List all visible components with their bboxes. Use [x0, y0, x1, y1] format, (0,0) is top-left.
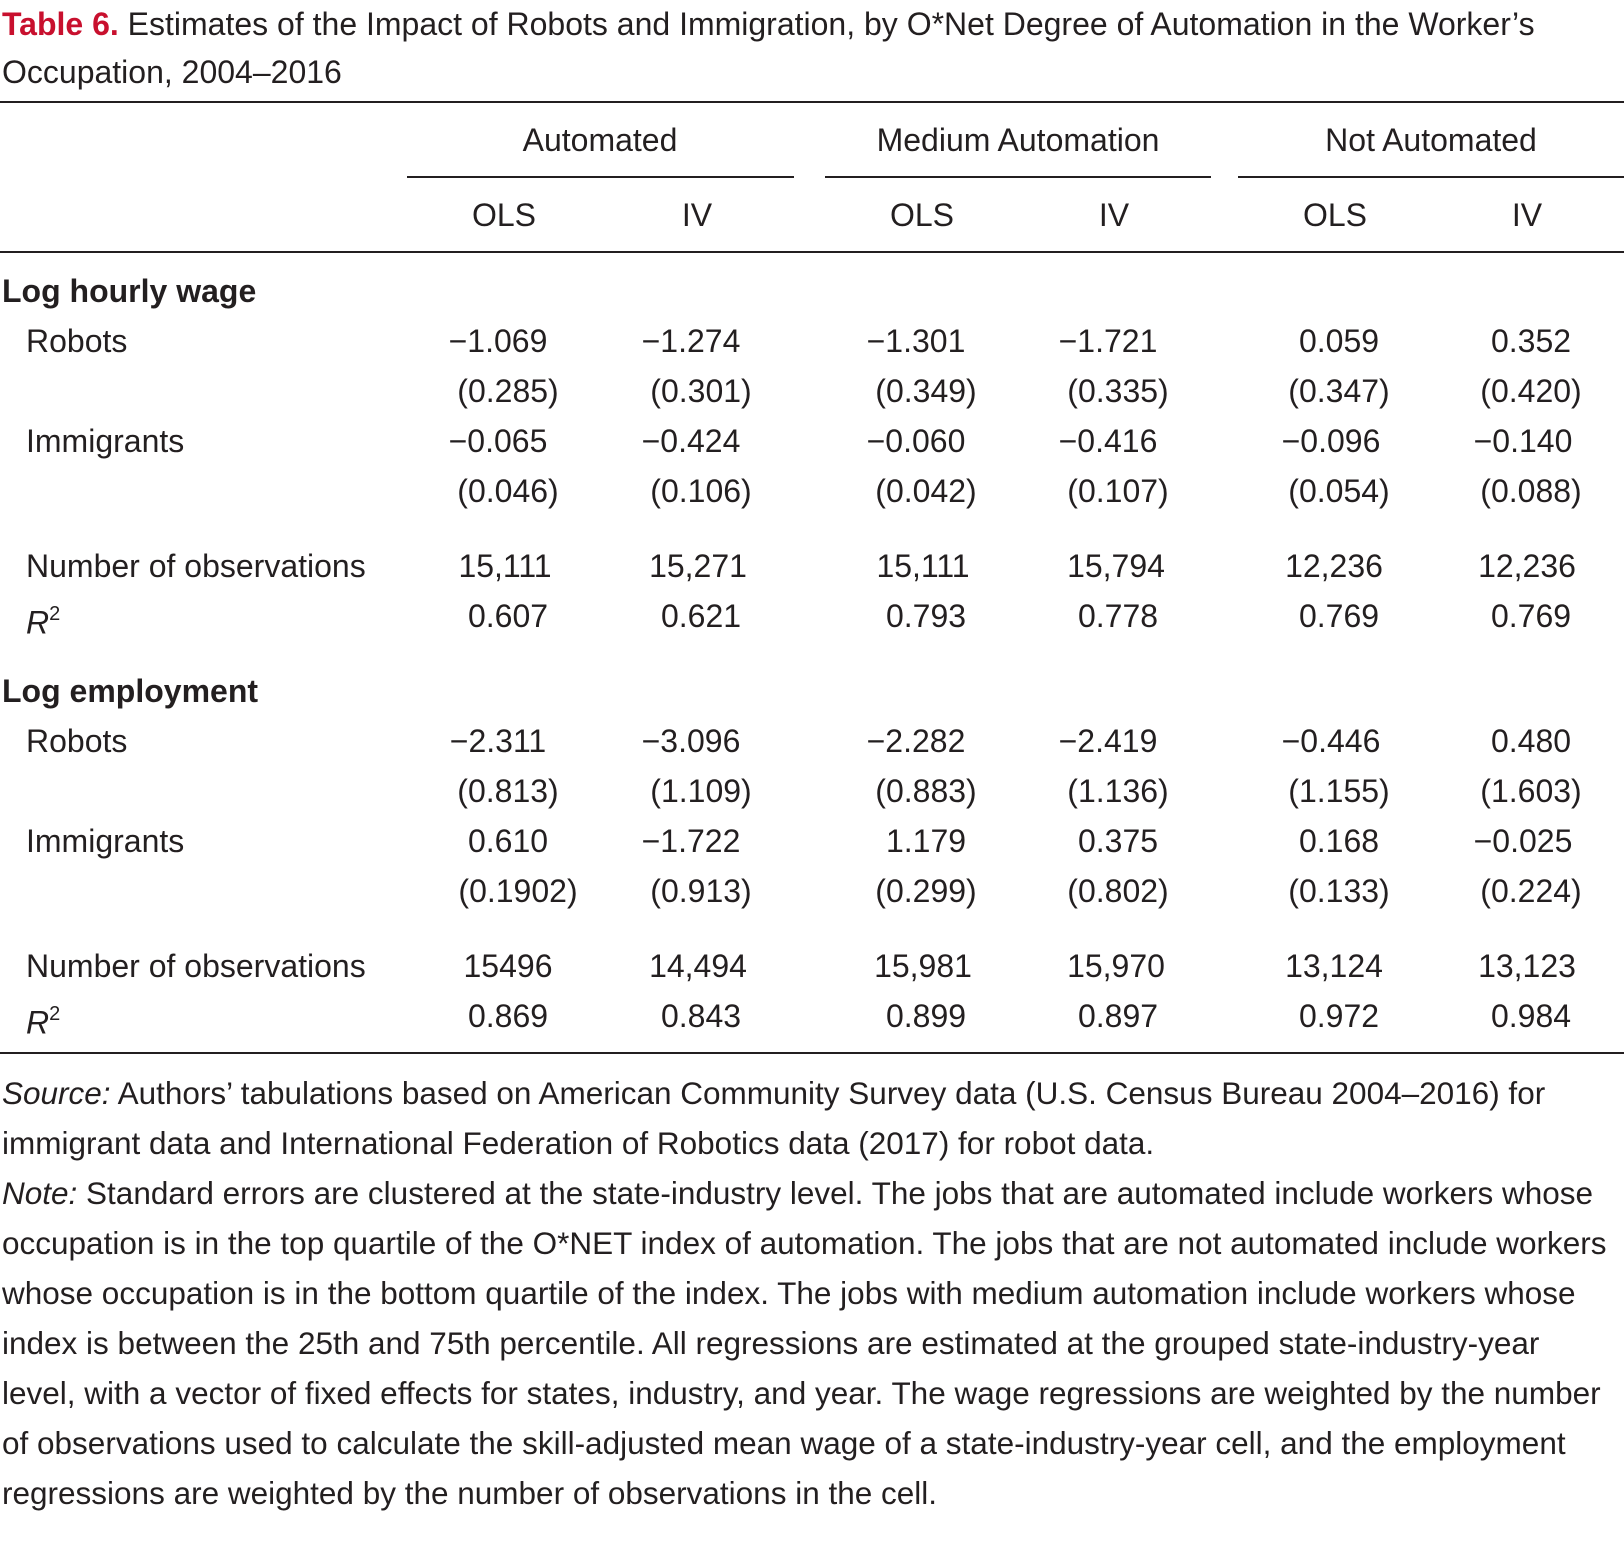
column-header: IV	[681, 197, 713, 233]
table-cell: 0.621	[660, 598, 742, 634]
table-cell: −0.424	[641, 423, 741, 459]
table-cell-se: (0.106)	[650, 473, 752, 509]
table-cell: 15,970	[1067, 948, 1165, 984]
table-cell: 0.607	[467, 598, 549, 634]
table-cell: 15,111	[876, 548, 970, 584]
table-cell: −0.060	[866, 423, 966, 459]
table-cell-se: (0.285)	[457, 373, 559, 409]
column-header: OLS	[1302, 197, 1368, 233]
table-cell: 0.972	[1298, 998, 1380, 1034]
group-header-automated: Automated	[522, 122, 678, 158]
table-cell-se: (0.133)	[1288, 873, 1390, 909]
table-cell-se: (0.299)	[875, 873, 977, 909]
table-cell-se: (0.420)	[1480, 373, 1582, 409]
table-cell-se: (0.088)	[1480, 473, 1582, 509]
table-cell: 0.843	[660, 998, 742, 1034]
table-cell: −1.722	[641, 823, 741, 859]
table-cell: 15,271	[649, 548, 747, 584]
table-cell: 0.610	[467, 823, 549, 859]
table-cell: −0.446	[1281, 723, 1381, 759]
source-text: Authors’ tabulations based on American Community Survey data (U.S. Census Bureau 2004–2016) for immigrant data and International Federation of Robotics data (2017) for robot data.	[2, 1075, 1546, 1161]
column-header: IV	[1098, 197, 1130, 233]
table-cell: 0.778	[1077, 598, 1159, 634]
table-cell-se: (0.1902)	[458, 873, 578, 909]
table-cell: 0.352	[1490, 323, 1572, 359]
note-text: Standard errors are clustered at the state-industry level. The jobs that are automated include workers whose occupation is in the top quartile of the O*NET index of automation. The jobs that are not automated include workers whose occupation is in the bottom quartile of the index. The jobs with medium automation include workers whose index is between the 25th and 75th percentile. All regressions are estimated at the grouped state-industry-year level, with a vector of fixed effects for states, industry, and year. The wage regressions are weighted by the number of observations used to calculate the skill-adjusted mean wage of a state-industry-year cell, and the employment regressions are weighted by the number of observations in the cell.	[2, 1175, 1607, 1511]
table-cell: 0.375	[1077, 823, 1159, 859]
table-cell: −0.140	[1473, 423, 1573, 459]
table-cell-se: (1.603)	[1480, 773, 1582, 809]
table-cell: −0.065	[448, 423, 548, 459]
table-cell-se: (1.136)	[1067, 773, 1169, 809]
table-cell: 0.899	[885, 998, 967, 1034]
header-rule	[0, 251, 1624, 253]
table-cell-se: (0.224)	[1480, 873, 1582, 909]
table-cell: 0.168	[1298, 823, 1380, 859]
section-heading-employment: Log employment	[2, 673, 259, 709]
table-cell-se: (0.046)	[457, 473, 559, 509]
table-notes	[2, 1068, 1612, 1518]
table-cell-se: (0.042)	[875, 473, 977, 509]
table-cell: −0.025	[1473, 823, 1573, 859]
table-cell-se: (1.109)	[650, 773, 752, 809]
table-cell: 14,494	[649, 948, 747, 984]
r-squared-exponent: 2	[49, 1003, 61, 1025]
table-cell: −0.096	[1281, 423, 1381, 459]
standard-error-note	[2, 1168, 1612, 1518]
table-cell-se: (0.883)	[875, 773, 977, 809]
column-header: IV	[1511, 197, 1543, 233]
r-squared-symbol: R	[26, 604, 50, 641]
bottom-rule	[0, 1052, 1624, 1054]
source-label: Source:	[2, 1075, 111, 1111]
column-header: OLS	[471, 197, 537, 233]
table-cell: −1.274	[641, 323, 741, 359]
table-cell: 0.480	[1490, 723, 1572, 759]
table-cell: 13,124	[1285, 948, 1383, 984]
r-squared-exponent: 2	[49, 603, 61, 625]
group-underline-not-automated	[1238, 176, 1624, 178]
table-cell-se: (0.349)	[875, 373, 977, 409]
table-cell-se: (0.347)	[1288, 373, 1390, 409]
table-cell: 15,111	[458, 548, 552, 584]
group-underline-automated	[407, 176, 794, 178]
table-cell: −2.311	[449, 723, 547, 759]
table-cell: 0.769	[1298, 598, 1380, 634]
table-cell: −2.419	[1058, 723, 1158, 759]
table-cell: −1.069	[448, 323, 548, 359]
table-cell: 13,123	[1478, 948, 1576, 984]
table-cell: 15,794	[1067, 548, 1165, 584]
table-cell-se: (0.813)	[457, 773, 559, 809]
group-header-not-automated: Not Automated	[1325, 122, 1537, 158]
table-cell: 0.869	[467, 998, 549, 1034]
table-cell: 0.984	[1490, 998, 1572, 1034]
table-cell: 12,236	[1478, 548, 1576, 584]
table-cell: 12,236	[1285, 548, 1383, 584]
table-cell: −3.096	[641, 723, 741, 759]
row-label-immigrants: Immigrants	[26, 423, 185, 459]
row-label-r-squared	[26, 996, 60, 1043]
row-label-observations: Number of observations	[26, 548, 366, 584]
table-cell: −0.416	[1058, 423, 1158, 459]
table-cell-se: (0.913)	[650, 873, 752, 909]
row-label-immigrants: Immigrants	[26, 823, 185, 859]
table-cell-se: (1.155)	[1288, 773, 1390, 809]
table-cell: 1.179	[885, 823, 967, 859]
table-cell-se: (0.107)	[1067, 473, 1169, 509]
row-label-observations: Number of observations	[26, 948, 366, 984]
r-squared-symbol: R	[26, 1004, 50, 1041]
table-cell: −1.721	[1058, 323, 1158, 359]
source-note	[2, 1068, 1612, 1168]
row-label-robots: Robots	[26, 323, 128, 359]
table-cell-se: (0.301)	[650, 373, 752, 409]
table-caption: Estimates of the Impact of Robots and Immigration, by O*Net Degree of Automation in the Worker’s Occupation, 2004–2016	[2, 6, 1535, 90]
table-cell: −2.282	[866, 723, 966, 759]
section-heading-wage: Log hourly wage	[2, 273, 257, 309]
group-underline-medium	[825, 176, 1211, 178]
table-title	[2, 0, 1612, 96]
table-cell: 0.769	[1490, 598, 1572, 634]
column-header: OLS	[889, 197, 955, 233]
table-cell: 15,981	[874, 948, 972, 984]
table-cell-se: (0.054)	[1288, 473, 1390, 509]
table-cell: −1.301	[866, 323, 966, 359]
table-cell-se: (0.802)	[1067, 873, 1169, 909]
table-cell: 0.793	[885, 598, 967, 634]
table-cell: 0.059	[1298, 323, 1380, 359]
group-header-medium: Medium Automation	[876, 122, 1160, 158]
note-label: Note:	[2, 1175, 78, 1211]
row-label-r-squared	[26, 596, 60, 643]
row-label-robots: Robots	[26, 723, 128, 759]
table-cell: 15496	[463, 948, 553, 984]
table-cell-se: (0.335)	[1067, 373, 1169, 409]
table-cell: 0.897	[1077, 998, 1159, 1034]
top-rule	[0, 101, 1624, 103]
table-number: Table 6.	[2, 6, 119, 42]
